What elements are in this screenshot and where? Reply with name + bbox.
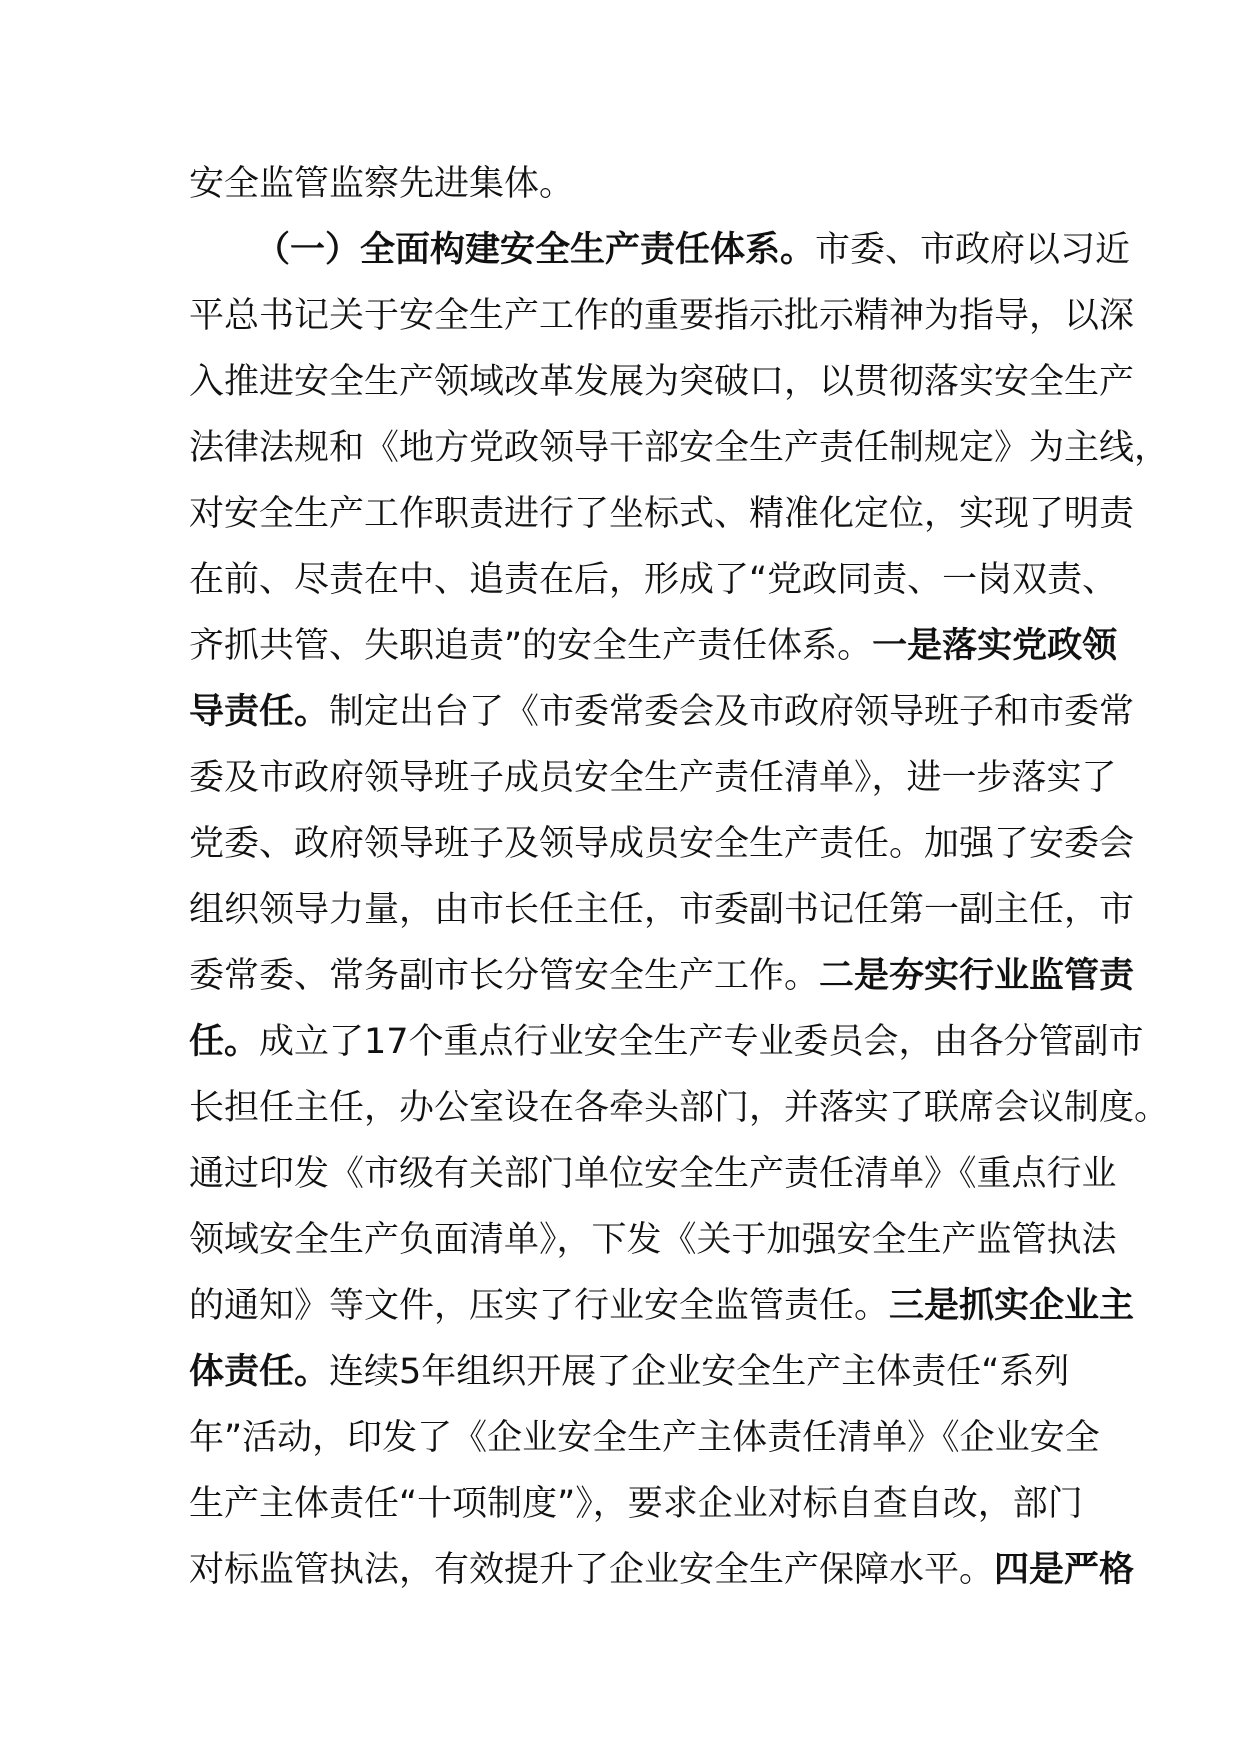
text-line <box>189 1274 1135 1338</box>
bold-text-run: 三是抓实企业主 <box>889 1286 1135 1326</box>
text-run: 长担任主任，办公室设在各牵头部门，并落实了联席会议制度。 <box>189 1088 1170 1128</box>
text-run: 齐抓共管、失职追责”的安全生产责任体系。 <box>189 626 873 666</box>
text-run: 法律法规和《地方党政领导干部安全生产责任制规定》为主线， <box>189 428 1170 468</box>
text-line <box>189 1406 1100 1470</box>
text-line <box>189 1142 1117 1206</box>
text-run: 生产主体责任“十项制度”》，要求企业对标自查自改，部门 <box>189 1484 1083 1524</box>
text-line <box>189 1472 1083 1536</box>
text-run: 安全监管监察先进集体。 <box>189 164 575 204</box>
text-line <box>189 548 1118 612</box>
bold-text-run: 任。 <box>189 1022 260 1062</box>
text-run: 在前、尽责在中、追责在后，形成了“党政同责、一岗双责、 <box>189 560 1118 600</box>
text-line <box>189 812 1135 876</box>
text-line <box>189 416 1170 480</box>
bold-text-run: 一是落实党政领 <box>872 626 1118 666</box>
text-run: 委及市政府领导班子成员安全生产责任清单》，进一步落实了 <box>189 758 1117 798</box>
text-run: 委常委、常务副市长分管安全生产工作。 <box>189 956 820 996</box>
bold-text-run: 四是严格 <box>994 1550 1135 1590</box>
text-line <box>189 152 1069 216</box>
text-run: 领域安全生产负面清单》，下发《关于加强安全生产监管执法 <box>189 1220 1117 1260</box>
text-run: 对标监管执法，有效提升了企业安全生产保障水平。 <box>189 1550 995 1590</box>
text-line <box>189 614 1118 678</box>
text-run: 连续5年组织开展了企业安全生产主体责任“系列 <box>329 1352 1070 1392</box>
text-line <box>189 350 1135 414</box>
text-line <box>189 1010 1144 1074</box>
text-line <box>189 944 1135 1008</box>
text-run: 平总书记关于安全生产工作的重要指示批示精神为指导，以深 <box>189 296 1135 336</box>
text-run: 通过印发《市级有关部门单位安全生产责任清单》《重点行业 <box>189 1154 1117 1194</box>
text-run: 年”活动，印发了《企业安全生产主体责任清单》《企业安全 <box>189 1418 1100 1458</box>
text-run: 入推进安全生产领域改革发展为突破口，以贯彻落实安全生产 <box>189 362 1135 402</box>
text-line <box>189 1538 1135 1602</box>
text-run: 组织领导力量，由市长任主任，市委副书记任第一副主任，市 <box>189 890 1135 930</box>
bold-text-run: （一）全面构建安全生产责任体系。 <box>255 230 816 270</box>
text-line <box>189 878 1135 942</box>
text-line <box>189 680 1135 744</box>
text-line <box>189 1340 1069 1404</box>
text-line <box>189 284 1135 348</box>
text-line <box>255 218 1135 282</box>
text-run: 对安全生产工作职责进行了坐标式、精准化定位，实现了明责 <box>189 494 1135 534</box>
text-run: 市委、市政府以习近 <box>815 230 1131 270</box>
text-line <box>189 1208 1117 1272</box>
text-run: 的通知》等文件，压实了行业安全监管责任。 <box>189 1286 890 1326</box>
text-run: 成立了17个重点行业安全生产专业委员会，由各分管副市 <box>259 1022 1144 1062</box>
text-line <box>189 1076 1170 1140</box>
bold-text-run: 体责任。 <box>189 1352 330 1392</box>
bold-text-run: 二是夯实行业监管责 <box>819 956 1135 996</box>
text-line <box>189 746 1117 810</box>
bold-text-run: 导责任。 <box>189 692 330 732</box>
text-run: 党委、政府领导班子及领导成员安全生产责任。加强了安委会 <box>189 824 1135 864</box>
text-line <box>189 482 1135 546</box>
text-run: 制定出台了《市委常委会及市政府领导班子和市委常 <box>329 692 1135 732</box>
